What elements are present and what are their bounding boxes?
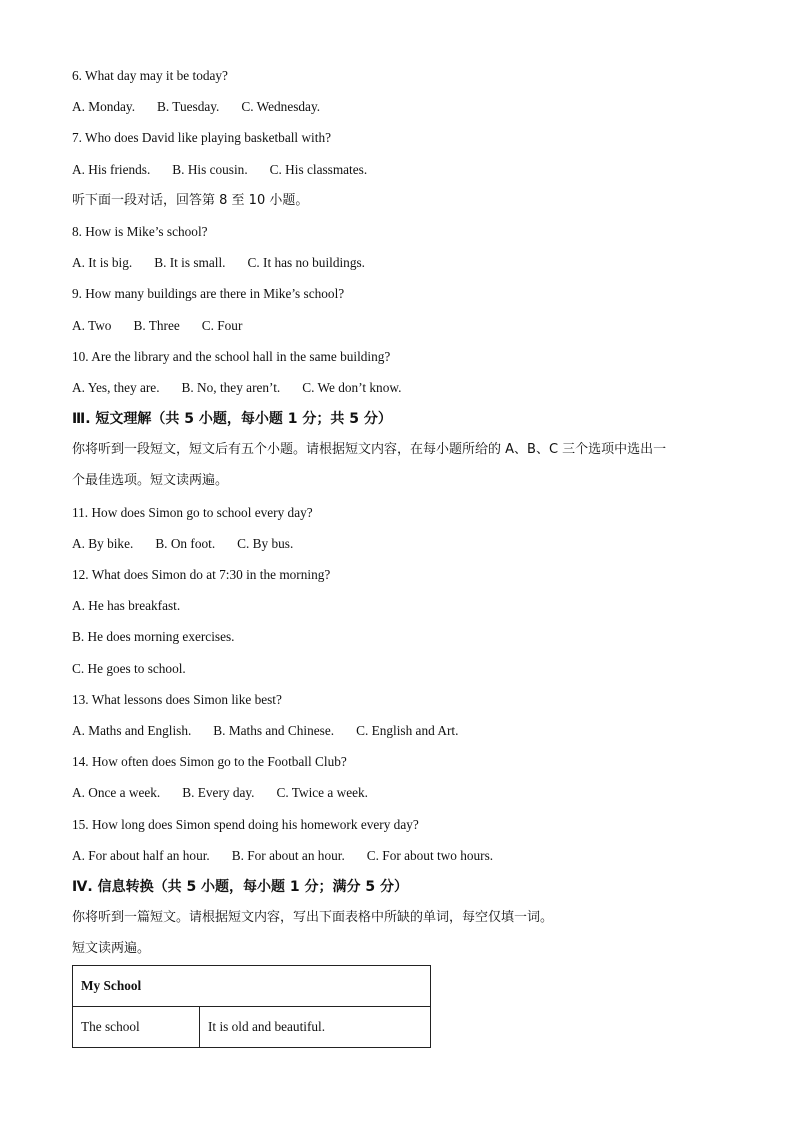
table-row: [73, 966, 431, 1007]
info-table: [72, 965, 431, 1048]
option: C. By bus.: [237, 535, 294, 551]
question-12: 12. What does Simon do at 7:30 in the morning?: [72, 567, 331, 582]
options-13: [72, 721, 722, 752]
exam-page: [72, 66, 722, 970]
options-15: [72, 846, 722, 877]
option: A. Yes, they are.: [72, 379, 160, 395]
options-11: [72, 534, 722, 565]
section-3-heading: Ⅲ. 短文理解（共 5 小题，每小题 1 分；共 5 分）: [72, 411, 392, 428]
option: B. Maths and Chinese.: [213, 722, 335, 738]
option: B. No, they aren’t.: [181, 379, 281, 395]
table-title: My School: [73, 966, 431, 1007]
table-cell-value: It is old and beautiful.: [200, 1007, 431, 1048]
section-4-heading: Ⅳ. 信息转换（共 5 小题，每小题 1 分；满分 5 分）: [72, 878, 409, 895]
options-14: [72, 783, 722, 814]
table-cell-label: The school: [73, 1007, 200, 1048]
options-8: [72, 253, 722, 284]
options-9: [72, 316, 722, 347]
option: A. Once a week.: [72, 785, 161, 801]
option: C. Four: [201, 317, 243, 333]
option: A. He has breakfast.: [72, 598, 181, 614]
option: B. It is small.: [154, 255, 226, 271]
section-4-instruction: 短文读两遍。: [72, 941, 151, 957]
section-3-instruction: 你将听到一段短文，短文后有五个小题。请根据短文内容，在每小题所给的 A、B、C 三个选项中选出一: [72, 442, 667, 458]
option: B. Three: [133, 317, 180, 333]
question-7: 7. Who does David like playing basketball with?: [72, 130, 331, 146]
option: A. Monday.: [72, 99, 136, 115]
option: A. It is big.: [72, 255, 133, 271]
options-10: [72, 378, 722, 409]
table-row: [73, 1007, 431, 1048]
question-8: 8. How is Mike’s school?: [72, 223, 208, 239]
option: A. Maths and English.: [72, 722, 192, 738]
option: C. English and Art.: [356, 722, 459, 738]
option: B. Every day.: [182, 785, 255, 801]
question-15: 15. How long does Simon spend doing his homework every day?: [72, 816, 419, 832]
question-11: 11. How does Simon go to school every day?: [72, 504, 313, 520]
option: A. Two: [72, 317, 112, 333]
question-9: 9. How many buildings are there in Mike’s school?: [72, 286, 345, 302]
option: B. For about an hour.: [231, 847, 345, 863]
section-4-instruction: 你将听到一篇短文。请根据短文内容，写出下面表格中所缺的单词，每空仅填一词。: [72, 910, 554, 926]
option: C. It has no buildings.: [247, 255, 365, 271]
options-6: [72, 97, 722, 128]
instruction-8-10: 听下面一段对话，回答第 8 至 10 小题。: [72, 192, 309, 208]
option: A. For about half an hour.: [72, 847, 210, 863]
options-7: [72, 160, 722, 191]
option: B. On foot.: [155, 535, 216, 551]
option: A. His friends.: [72, 161, 151, 177]
option: C. His classmates.: [269, 161, 368, 177]
question-14: 14. How often does Simon go to the Football Club?: [72, 754, 347, 770]
question-13: 13. What lessons does Simon like best?: [72, 691, 282, 707]
option: B. He does morning exercises.: [72, 629, 235, 645]
option: C. For about two hours.: [366, 847, 494, 863]
option: C. He goes to school.: [72, 660, 186, 676]
option: C. Twice a week.: [276, 785, 369, 801]
option: B. His cousin.: [172, 161, 248, 177]
option: C. Wednesday.: [241, 99, 321, 115]
option: C. We don’t know.: [302, 379, 402, 395]
section-3-instruction: 个最佳选项。短文读两遍。: [72, 473, 229, 489]
question-10: 10. Are the library and the school hall in the same building?: [72, 348, 391, 364]
option: A. By bike.: [72, 535, 134, 551]
option: B. Tuesday.: [157, 99, 220, 115]
question-6: 6. What day may it be today?: [72, 68, 228, 83]
